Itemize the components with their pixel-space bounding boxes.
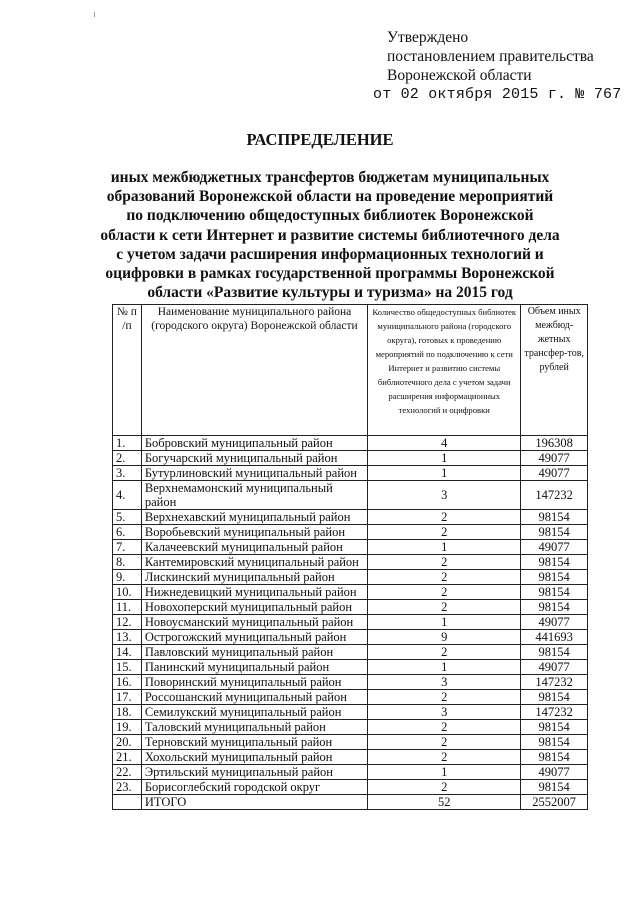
library-count: 2 [368,690,521,705]
transfer-amount: 147232 [521,675,588,690]
table-row [113,540,588,555]
row-number: 6. [113,525,142,540]
row-number: 20. [113,735,142,750]
row-number: 14. [113,645,142,660]
row-number: 4. [113,481,142,510]
library-count: 2 [368,555,521,570]
row-number: 23. [113,780,142,795]
row-number: 16. [113,675,142,690]
transfer-amount: 98154 [521,585,588,600]
table-row [113,451,588,466]
transfer-amount: 98154 [521,780,588,795]
table-row [113,750,588,765]
row-number: 19. [113,720,142,735]
district-name: Новохоперский муниципальный район [141,600,367,615]
library-count: 2 [368,510,521,525]
library-count: 2 [368,525,521,540]
library-count: 1 [368,451,521,466]
table-row [113,675,588,690]
table-row [113,720,588,735]
table-row [113,645,588,660]
district-name: Острогожский муниципальный район [141,630,367,645]
row-number: 10. [113,585,142,600]
row-number: 18. [113,705,142,720]
library-count: 1 [368,615,521,630]
total-row [113,795,588,810]
library-count: 2 [368,735,521,750]
transfer-amount: 98154 [521,645,588,660]
transfer-amount: 49077 [521,451,588,466]
total-amount: 2552007 [521,795,588,810]
library-count: 2 [368,645,521,660]
header-number: № п /п [113,305,142,436]
scan-mark [94,12,95,17]
library-count: 3 [368,481,521,510]
table-row [113,705,588,720]
table-row [113,525,588,540]
library-count: 3 [368,705,521,720]
district-name: Новоусманский муниципальный район [141,615,367,630]
table-body [113,436,588,795]
transfer-amount: 98154 [521,690,588,705]
transfer-amount: 98154 [521,750,588,765]
library-count: 2 [368,720,521,735]
library-count: 2 [368,750,521,765]
district-name: Хохольский муниципальный район [141,750,367,765]
library-count: 2 [368,780,521,795]
table-row [113,615,588,630]
table-row [113,436,588,451]
row-number: 11. [113,600,142,615]
table-row [113,600,588,615]
district-name: Бутурлиновский муниципальный район [141,466,367,481]
library-count: 1 [368,466,521,481]
approval-line-3: Воронежской области [387,67,532,84]
distribution-table [112,304,588,810]
transfer-amount: 441693 [521,630,588,645]
document-title: РАСПРЕДЕЛЕНИЕ [246,130,394,149]
library-count: 1 [368,540,521,555]
library-count: 1 [368,765,521,780]
transfer-amount: 49077 [521,615,588,630]
table-row [113,735,588,750]
library-count: 1 [368,660,521,675]
total-label: ИТОГО [141,795,367,810]
transfer-amount: 98154 [521,510,588,525]
row-number: 22. [113,765,142,780]
transfer-amount: 49077 [521,765,588,780]
library-count: 2 [368,585,521,600]
district-name: Нижнедевицкий муниципальный район [141,585,367,600]
transfer-amount: 147232 [521,705,588,720]
district-name: Павловский муниципальный район [141,645,367,660]
transfer-amount: 98154 [521,525,588,540]
transfer-amount: 147232 [521,481,588,510]
transfer-amount: 98154 [521,600,588,615]
row-number: 21. [113,750,142,765]
table-row [113,510,588,525]
district-name: Верхнехавский муниципальный район [141,510,367,525]
header-library-count: Количество общедоступных библиотек муниципального района (городского округа), готовых к проведению мероприятий по подключению к сети Интернет и развитию системы библиотечного дела с учетом задачи расширения информационных технологий и оцифровки [368,305,521,436]
district-name: Борисоглебский городской округ [141,780,367,795]
library-count: 2 [368,600,521,615]
district-name: Панинский муниципальный район [141,660,367,675]
row-number: 5. [113,510,142,525]
table-row [113,570,588,585]
table-row [113,481,588,510]
row-number: 2. [113,451,142,466]
table-header-row [113,305,588,436]
table-row [113,630,588,645]
header-district-name: Наименование муниципального района (городского округа) Воронежской области [141,305,367,436]
table-row [113,765,588,780]
total-count: 52 [368,795,521,810]
transfer-amount: 196308 [521,436,588,451]
district-name: Эртильский муниципальный район [141,765,367,780]
approval-line-1: Утверждено [387,29,469,46]
table-row [113,585,588,600]
transfer-amount: 98154 [521,720,588,735]
approval-date-stamp: от 02 октября 2015 г. № 767 [373,86,622,103]
row-number: 15. [113,660,142,675]
district-name: Россошанский муниципальный район [141,690,367,705]
document-subtitle: иных межбюджетных трансфертов бюджетам муниципальных образований Воронежской области на проведение мероприятий по подключению общедоступных библиотек Воронежской области к сети Интернет и развитие системы библиотечного дела с учетом задачи расширения информационных технологий и оцифровки в рамках государственной программы Воронежской области «Развитие культуры и туризма» на 2015 год [100,169,560,302]
district-name: Воробьевский муниципальный район [141,525,367,540]
transfer-amount: 49077 [521,466,588,481]
district-name: Лискинский муниципальный район [141,570,367,585]
row-number: 13. [113,630,142,645]
district-name: Верхнемамонский муниципальный район [141,481,367,510]
district-name: Семилукский муниципальный район [141,705,367,720]
library-count: 2 [368,570,521,585]
table-row [113,660,588,675]
transfer-amount: 49077 [521,660,588,675]
table-row [113,690,588,705]
row-number: 8. [113,555,142,570]
transfer-amount: 49077 [521,540,588,555]
approval-block [373,28,622,104]
district-name: Калачеевский муниципальный район [141,540,367,555]
row-number: 9. [113,570,142,585]
district-name: Терновский муниципальный район [141,735,367,750]
library-count: 4 [368,436,521,451]
library-count: 3 [368,675,521,690]
district-name: Бобровский муниципальный район [141,436,367,451]
library-count: 9 [368,630,521,645]
table-row [113,555,588,570]
district-name: Кантемировский муниципальный район [141,555,367,570]
header-transfer-amount: Объем иных межбюд-жетных трансфер-тов, рублей [521,305,588,436]
approval-line-2: постановлением правительства [387,48,594,65]
row-number: 12. [113,615,142,630]
district-name: Таловский муниципальный район [141,720,367,735]
row-number: 3. [113,466,142,481]
row-number: 7. [113,540,142,555]
transfer-amount: 98154 [521,570,588,585]
total-number [113,795,142,810]
table-row [113,466,588,481]
transfer-amount: 98154 [521,735,588,750]
transfer-amount: 98154 [521,555,588,570]
district-name: Поворинский муниципальный район [141,675,367,690]
table-row [113,780,588,795]
row-number: 17. [113,690,142,705]
district-name: Богучарский муниципальный район [141,451,367,466]
row-number: 1. [113,436,142,451]
